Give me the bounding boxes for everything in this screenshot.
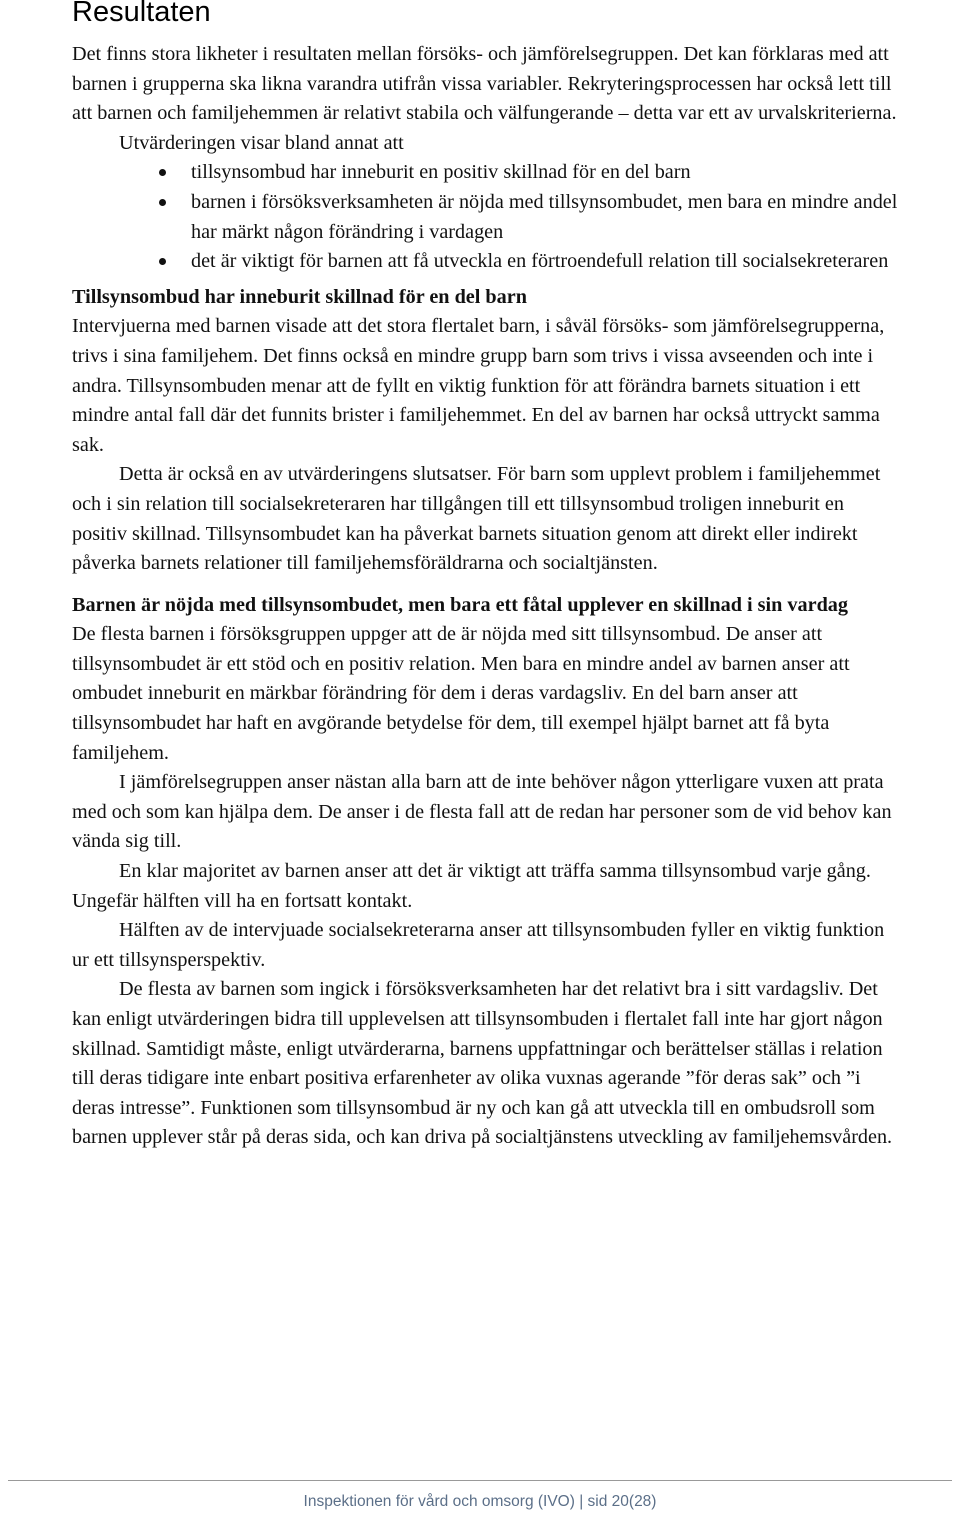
section-heading: Tillsynsombud har inneburit skillnad för en del barn bbox=[72, 285, 527, 308]
finding-item: tillsynsombud har inneburit en positiv skillnad för en del barn bbox=[191, 158, 902, 188]
paragraph: Intervjuerna med barnen visade att det stora flertalet barn, i såväl försöks- som jämförelsegrupperna, trivs i sina familjehem. Det finns också en mindre grupp barn som trivs i vissa avseenden och inte i andra. Tillsynsombuden menar att de fyllt en viktig funktion för att förändra barnets situation i ett mindre antal fall där det funnits brister i familjehemmet. En del av barnen har också uttryckt samma sak. bbox=[72, 315, 885, 456]
paragraph: Detta är också en av utvärderingens slutsatser. För barn som upplevt problem i familjehemmet och i sin relation till socialsekreteraren har tillgången till ett tillsynsombud troligen inneburit en positiv skillnad. Tillsynsombudet kan ha påverkat barnets situation genom att direkt eller indirekt påverka barnets relationer till familjehemsföräldrarna och socialtjänsten. bbox=[72, 463, 881, 575]
paragraph: En klar majoritet av barnen anser att det är viktigt att träffa samma tillsynsombud varje gång. Ungefär hälften vill ha en fortsatt kontakt. bbox=[72, 860, 871, 912]
finding-item: barnen i försöksverksamheten är nöjda med tillsynsombudet, men bara en mindre andel har märkt någon förändring i vardagen bbox=[191, 188, 902, 247]
paragraph: De flesta barnen i försöksgruppen uppger att de är nöjda med sitt tillsynsombud. De anser att tillsynsombudet är ett stöd och en positiv relation. Men bara en mindre andel av barnen anser att ombudet inneburit en märkbar förändring för dem i deras vardagsliv. En del barn anser att tillsynsombudet har haft en avgörande betydelse för dem, till exempel hjälpt barnet att få byta familjehem. bbox=[72, 623, 850, 764]
page-footer: Inspektionen för vård och omsorg (IVO) | sid 20(28) bbox=[303, 1493, 657, 1510]
paragraph: Hälften av de intervjuade socialsekreterarna anser att tillsynsombuden fyller en viktig funktion ur ett tillsynsperspektiv. bbox=[72, 919, 885, 971]
body-text bbox=[72, 40, 902, 1153]
intro-paragraph: Det finns stora likheter i resultaten mellan försöks- och jämförelsegruppen. Det kan förklaras med att barnen i grupperna ska likna varandra utifrån vissa variabler. Rekryteringsprocessen har också lett till att barnen och familjehemmen är relativt stabila och välfungerande – detta var ett av urvalskriterierna. bbox=[72, 43, 897, 125]
paragraph: I jämförelsegruppen anser nästan alla barn att de inte behöver någon ytterligare vuxen att prata med och som kan hjälpa dem. De anser i de flesta fall att de redan har personer som de vid behov kan vända sig till. bbox=[72, 771, 892, 853]
page-title: Resultaten bbox=[72, 0, 211, 28]
paragraph: De flesta av barnen som ingick i försöksverksamheten har det relativt bra i sitt vardagsliv. Det kan enligt utvärderingen bidra till upplevelsen att tillsynsombuden i flertalet fall inte har gjort någon skillnad. Samtidigt måste, enligt utvärderarna, barnens uppfattningar och berättelser ställas i relation till deras tidigare inte enbart positiva erfarenheter av olika vuxnas agerande ”för deras sak” och ”i deras intresse”. Funktionen som tillsynsombud är ny och kan gå att utveckla till en ombudsroll som barnen upplever står på deras sida, och kan driva på socialtjänstens utveckling av familjehemsvården. bbox=[72, 978, 893, 1149]
findings-list bbox=[72, 158, 902, 276]
findings-lead: Utvärderingen visar bland annat att bbox=[119, 131, 404, 154]
finding-item: det är viktigt för barnen att få utveckla en förtroendefull relation till socialsekreteraren bbox=[191, 247, 902, 277]
section-heading: Barnen är nöjda med tillsynsombudet, men bara ett fåtal upplever en skillnad i sin vardag bbox=[72, 593, 848, 616]
footer-divider bbox=[8, 1480, 952, 1481]
